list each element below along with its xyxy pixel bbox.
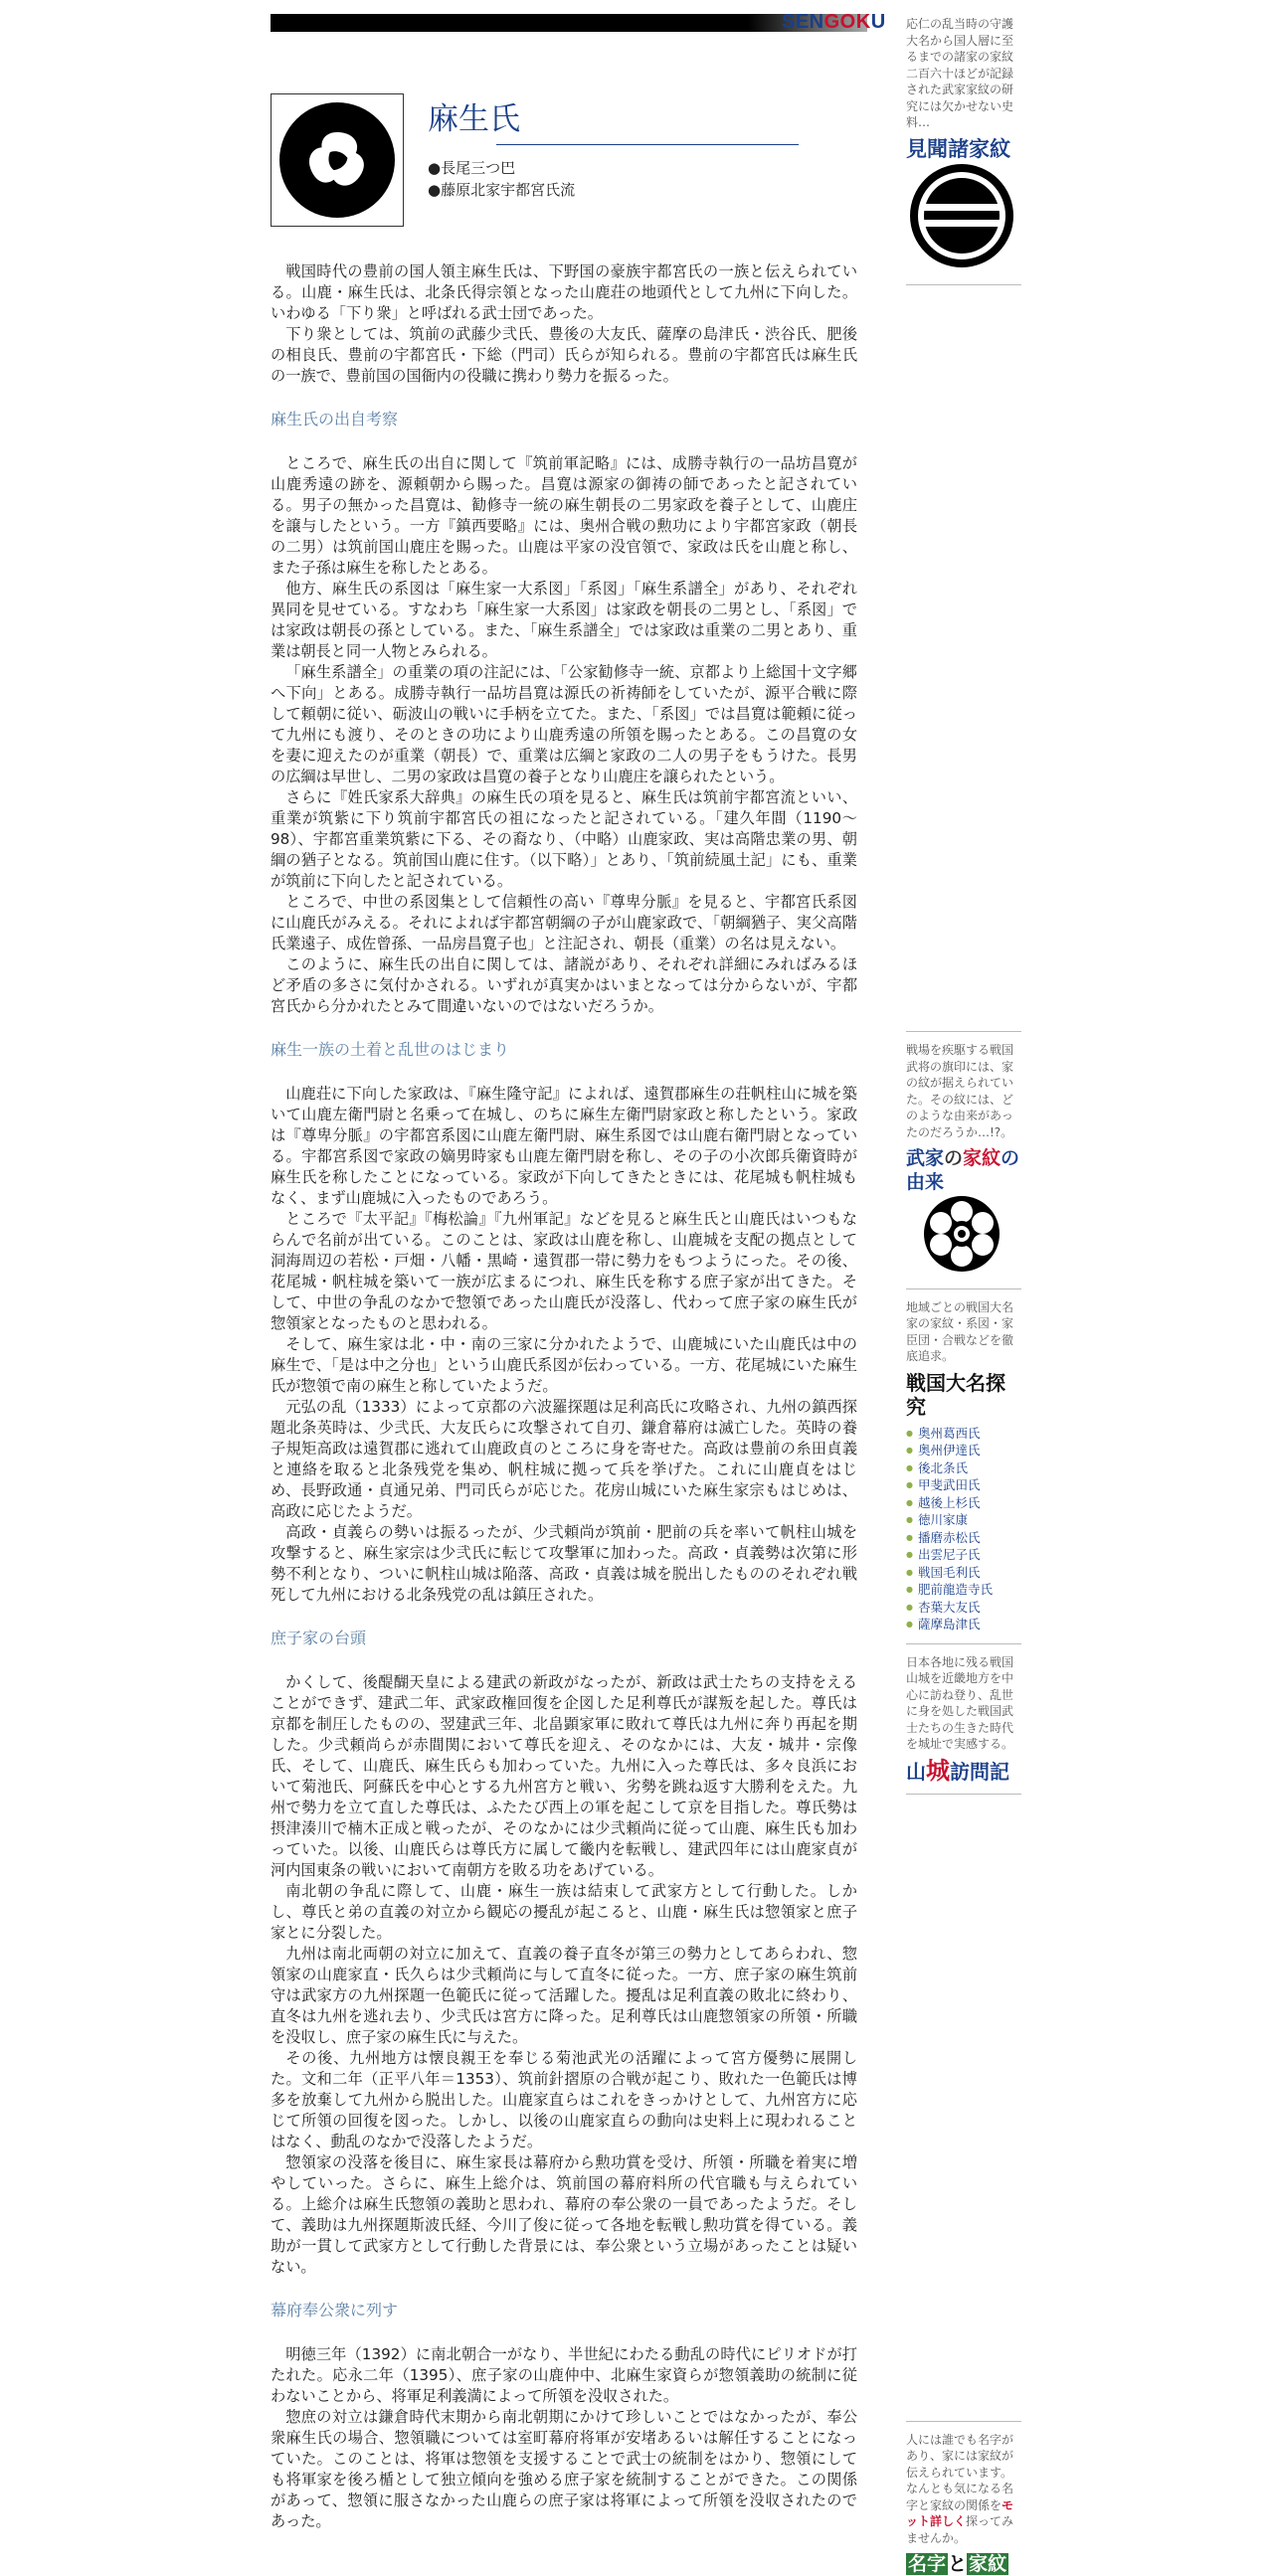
daimyo-link[interactable]: ● 奥州伊達氏 — [906, 1442, 1021, 1460]
paragraph: 他方、麻生氏の系図は「麻生家一大系図」「系図」「麻生系譜全」があり、それぞれ異同を見せている。すなわち「麻生家一大系図」は家政を朝長の二男とし、「系図」では家政は朝長の孫としている。また、「麻生系譜全」では家政は重業の二男とあり、重業は朝長と同一人物とみられる。 — [271, 579, 857, 662]
sidebar-blurb: 地域ごとの戦国大名家の家紋・系図・家臣団・合戦などを徹底追求。 — [906, 1299, 1021, 1365]
site-logo[interactable] — [782, 11, 886, 34]
sidebar-title — [906, 1759, 1021, 1784]
spacer — [906, 295, 1021, 1021]
lineage: ●藤原北家宇都宮氏流 — [428, 179, 575, 201]
clan-name: 麻生氏 — [428, 93, 520, 138]
sidebar-kamon-origin[interactable] — [906, 1042, 1021, 1279]
title-part: 家紋 — [967, 2553, 1008, 2575]
paragraph: ところで、中世の系図集として信頼性の高い『尊卑分脈』を見ると、宇都宮氏系図に山鹿氏がみえる。それによれば宇都宮朝綱の子が山鹿家政で、「朝綱猶子、実父高階氏業遠子、成佐曾孫、一品房昌寛子也」と注記され、朝長（重業）の名は見えない。 — [271, 892, 857, 954]
title-underline — [496, 144, 799, 145]
sidebar-myouji[interactable] — [906, 2432, 1021, 2576]
clan-info — [428, 157, 575, 201]
divider — [906, 1794, 1021, 1795]
sidebar-title: 戦国大名探究 — [906, 1371, 1021, 1419]
daimyo-link[interactable]: ● 甲斐武田氏 — [906, 1476, 1021, 1494]
sidebar-sengoku-daimyo[interactable] — [906, 1299, 1021, 1633]
section-heading: 麻生一族の土着と乱世のはじまり — [271, 1039, 857, 1060]
logo-text-3: U — [871, 11, 886, 33]
title-part: 山 — [906, 1760, 926, 1784]
divider — [906, 2421, 1021, 2422]
daimyo-link[interactable]: ● 播磨赤松氏 — [906, 1529, 1021, 1547]
section-heading: 麻生氏の出自考察 — [271, 409, 857, 429]
header-bar — [271, 14, 867, 32]
daimyo-link[interactable]: ● 徳川家康 — [906, 1511, 1021, 1529]
sidebar — [906, 16, 1021, 2576]
logo-text-2: GOK — [824, 11, 871, 33]
paragraph: そして、麻生家は北・中・南の三家に分かれたようで、山鹿城にいた山鹿氏は中の麻生で、「是は中之分也」という山鹿氏系図が伝わっている。一方、花尾城にいた麻生氏が惣領で南の麻生と称していたようだ。 — [271, 1334, 857, 1397]
blurb-part: 探ってみませんか。 — [906, 2514, 1013, 2545]
title-part: 家紋 — [963, 1147, 1001, 1169]
sidebar-blurb: 戦場を疾駆する戦国武将の旗印には、家の紋が据えられていた。その紋には、どのような由来があったのだろうか…!?。 — [906, 1042, 1021, 1140]
paragraph: ところで、麻生氏の出自に関して『筑前軍記略』には、成勝寺執行の一品坊昌寛が山鹿秀遠の跡を、源頼朝から賜った。昌寛は源家の御祷の師であったと記されている。男子の無かった昌寛は、勧修寺一統の麻生朝長の二男家政を養子として、山鹿庄を譲与したという。一方『鎮西要略』には、奥州合戦の勲功により宇都宮家政（朝長の二男）は筑前国山鹿庄を賜った。山鹿は平家の没官領で、家政は氏を山鹿と称し、また子孫は麻生を称したとある。 — [271, 453, 857, 579]
sidebar-kenmon[interactable] — [906, 16, 1021, 274]
paragraph: ところで『太平記』『梅松論』『九州軍記』などを見ると麻生氏と山鹿氏はいつもならんで名前が出ている。このことは、家政は山鹿を称し、山鹿城を支配の拠点として洞海周辺の若松・戸畑・八幡・黒崎・遠賀郡一帯に勢力をもつようにった。その後、花尾城・帆柱城を築いて一族が広まるにつれ、麻生氏を称する庶子家が出てきた。そして、中世の争乱のなかで惣領であった山鹿氏が没落し、代わって庶子家の麻生氏が惣領家となったものと思われる。 — [271, 1209, 857, 1334]
section-heading: 幕府奉公衆に列す — [271, 2300, 857, 2320]
paragraph: このように、麻生氏の出自に関しては、諸説があり、それぞれ詳細にみればみるほど矛盾の多さに気付かされる。いずれが真実かはいまとなっては分からないが、宇都宮氏から分かれたとみて間違いないのではないだろうか。 — [271, 954, 857, 1017]
sidebar-blurb: 日本各地に残る戦国山城を近畿地方を中心に訪ね登り、乱世に身を処した戦国武士たちの生きた時代を城址で実感する。 — [906, 1654, 1021, 1753]
paragraph: さらに『姓氏家系大辞典』の麻生氏の項を見ると、麻生氏は筑前宇都宮流といい、重業が筑紫に下り筑前宇都宮氏の祖になったと記されている。「建久年間（1190～98）、宇都宮重業筑紫に下る、その裔なり、（中略）山鹿家政、実は高階忠業の男、朝綱の猶子となる。筑前国山鹿に住す。（以下略）」とあり、「筑前続風土記」にも、重業が筑前に下向したと記されている。 — [271, 787, 857, 892]
clan-crest — [271, 93, 404, 227]
divider — [906, 1643, 1021, 1644]
paragraph: 元弘の乱（1333）によって京都の六波羅探題は足利高氏に攻略され、九州の鎮西探題北条英時は、少弐氏、大友氏らに攻撃されて自刃、鎌倉幕府は滅亡した。英時の養子規矩高政は遠賀郡に逃れて山鹿政貞のところに身を寄せた。高政は豊前の糸田貞義と連絡を取ると北条残党を集め、帆柱城に拠って兵を挙げた。これに山鹿貞をはじめ、長野政通・貞通兄弟、門司氏らが応じた。花房山城にいた麻生家宗もはじめは、高政に応じたようだ。 — [271, 1397, 857, 1522]
title-part: 武家 — [906, 1147, 944, 1169]
daimyo-link[interactable]: ● 肥前龍造寺氏 — [906, 1581, 1021, 1599]
title-part: 城 — [926, 1757, 950, 1785]
paragraph: 山鹿荘に下向した家政は、『麻生隆守記』によれば、遠賀郡麻生の荘帆柱山に城を築いて山鹿左衛門尉と名乗って在城し、のちに麻生左衛門尉家政と称したという。家政は『尊卑分脈』の宇都宮系図に山鹿左衛門尉、麻生系図では山鹿右衛門尉となっている。宇都宮系図で家政の嫡男時家も山鹿左衛門尉を称し、その子の小次郎兵衛資時が麻生氏を称したことになっている。家政が下向してきたときには、花尾城も帆柱城もなく、まず山鹿城に入ったものであろう。 — [271, 1084, 857, 1209]
sidebar-blurb: 応仁の乱当時の守護大名から国人層に至るまでの諸家の家紋 二百六十ほどが記録された武家家紋の研究には欠かせない史料… — [906, 16, 1021, 131]
title-part: 名字 — [906, 2553, 948, 2575]
daimyo-link[interactable]: ● 薩摩島津氏 — [906, 1616, 1021, 1633]
kamon-crest-icon — [906, 161, 1021, 270]
blurb-part: 人には誰でも名字があり、家には家紋が伝えられています。なんとも気になる名字と家紋の関係を — [906, 2433, 1013, 2512]
title-part: 訪問記 — [950, 1760, 1009, 1784]
paragraph: 惣庶の対立は鎌倉時代末期から南北朝期にかけて珍しいことではなかったが、奉公衆麻生氏の場合、惣領職については室町幕府将軍が安堵あるいは解任することになっていた。このことは、将軍は惣領を支援することで武士の統制をはかり、惣領にしても将軍家を後ろ楯として独立傾向を強める庶子家を統制することができた。この関係があって、惣領に服さなかった山鹿らの庶子家は将軍によって所領を没収されたのであった。 — [271, 2407, 857, 2532]
daimyo-list — [906, 1425, 1021, 1633]
intro-paragraph: 下り衆としては、筑前の武藤少弐氏、豊後の大友氏、薩摩の島津氏・渋谷氏、肥後の相良氏、豊前の宇都宮氏・下総（門司）氏らが知られる。豊前の宇都宮氏は麻生氏の一族で、豊前国の国衙内の役職に携わり勢力を振るった。 — [271, 324, 857, 387]
paragraph: 高政・貞義らの勢いは振るったが、少弐頼尚が筑前・肥前の兵を率いて帆柱山城を攻撃すると、麻生家宗は少弐氏に転じて攻撃軍に加わった。高政・貞義勢は次第に形勢不利となり、ついに帆柱山城は陥落、高政・貞義は城を脱出したもののそれぞれ戦死して九州における北条残党の乱は鎮圧された。 — [271, 1522, 857, 1606]
title-part: の由来 — [906, 1147, 1019, 1193]
divider — [906, 284, 1021, 285]
title-part: と — [948, 2553, 967, 2575]
divider — [906, 1288, 1021, 1289]
intro-paragraph: 戦国時代の豊前の国人領主麻生氏は、下野国の豪族宇都宮氏の一族と伝えられている。山鹿・麻生氏は、北条氏得宗領となった山鹿荘の地頭代として九州に下向した。いわゆる「下り衆」と呼ばれる武士団であった。 — [271, 261, 857, 324]
sidebar-title: 見聞諸家紋 — [906, 137, 1021, 161]
logo-text-1: SEN — [782, 11, 824, 33]
title-part: の — [944, 1147, 963, 1169]
paragraph: 南北朝の争乱に際して、山鹿・麻生一族は結束して武家方として行動した。しかし、尊氏と弟の直義の対立から観応の擾乱が起こると、山鹿・麻生氏は惣領家と庶子家とに分裂した。 — [271, 1881, 857, 1944]
paragraph: 「麻生系譜全」の重業の項の注記には、「公家勧修寺一統、京都より上総国十文字郷へ下向」とある。成勝寺執行一品坊昌寛は源氏の祈祷師をしていたが、源平合戦に際して頼朝に従い、砺波山の戦いに手柄を立てた。また、「系図」では昌寛は範頼に従って九州にも渡り、そのときの功により山鹿秀遠の所領を賜ったとある。この昌寛の女を妻に迎えたのが重業（朝長）で、重業は広綱と家政の二人の男子をもうけた。長男の広綱は早世し、二男の家政は昌寛の養子となり山鹿庄を譲られたという。 — [271, 662, 857, 787]
divider — [906, 1031, 1021, 1032]
spacer — [906, 1804, 1021, 2411]
mitsudomoe-crest-icon — [272, 94, 403, 226]
sidebar-title — [906, 2552, 1021, 2576]
mokko-crest-icon — [906, 1194, 1021, 1274]
crest-name: ●長尾三つ巴 — [428, 157, 575, 179]
paragraph: 惣領家の没落を後目に、麻生家長は幕府から勲功賞を受け、所領・所職を着実に増やしていった。さらに、麻生上総介は、筑前国の幕府料所の代官職も与えられている。上総介は麻生氏惣領の義助と思われ、幕府の奉公衆の一員であったようだ。そして、義助は九州探題斯波氏経、今川了俊に従って各地を転戦し勲功賞を得ている。義助が一貫して武家方として行動した背景には、奉公衆という立場があったことは疑いない。 — [271, 2152, 857, 2278]
daimyo-link[interactable]: ● 後北条氏 — [906, 1460, 1021, 1477]
daimyo-link[interactable]: ● 出雲尼子氏 — [906, 1546, 1021, 1564]
sidebar-title — [906, 1146, 1021, 1194]
daimyo-link[interactable]: ● 奥州葛西氏 — [906, 1425, 1021, 1443]
sidebar-blurb — [906, 2432, 1021, 2547]
paragraph: 明徳三年（1392）に南北朝合一がなり、半世紀にわたる動乱の時代にピリオドが打たれた。応永二年（1395）、庶子家の山鹿仲中、北麻生家資らが惣領義助の統制に従わないことから、将軍足利義満によって所領を没収された。 — [271, 2344, 857, 2407]
section-heading: 庶子家の台頭 — [271, 1628, 857, 1648]
paragraph: 九州は南北両朝の対立に加えて、直義の養子直冬が第三の勢力としてあらわれ、惣領家の山鹿家直・氏久らは少弐頼尚に与して直冬に従った。一方、庶子家の麻生筑前守は武家方の九州探題一色範氏に従って活躍した。擾乱は足利直義の敗北に終わり、直冬は九州を逃れ去り、少弐氏は宮方に降った。足利尊氏は山鹿惣領家の所領・所職を没収し、庶子家の麻生氏に与えた。 — [271, 1944, 857, 2048]
daimyo-link[interactable]: ● 越後上杉氏 — [906, 1494, 1021, 1512]
article-body — [271, 261, 857, 2532]
daimyo-link[interactable]: ● 戦国毛利氏 — [906, 1564, 1021, 1582]
paragraph: その後、九州地方は懐良親王を奉じる菊池武光の活躍によって宮方優勢に展開した。文和二年（正平八年＝1353）、筑前針摺原の合戦が起こり、敗れた一色範氏は博多を放棄して九州から脱出した。山鹿家直らはこれをきっかけとして、九州宮方に応じて所領の回復を図った。しかし、以後の山鹿家直らの動向は史料上に現われることはなく、動乱のなかで没落したようだ。 — [271, 2048, 857, 2152]
sidebar-yamashiro[interactable] — [906, 1654, 1021, 1784]
blurb-highlight: モット詳しく — [906, 2498, 1013, 2529]
paragraph: かくして、後醍醐天皇による建武の新政がなったが、新政は武士たちの支持をえることができず、建武二年、武家政権回復を企図した足利尊氏が謀叛を起した。尊氏は京都を制圧したものの、翌建武三年、北畠顕家軍に敗れて尊氏は九州に奔り再起を期した。少弐頼尚らが赤間関において尊氏を迎え、そのなかには、大友・城井・宗像氏、そして、山鹿氏、麻生氏らも加わっていた。九州に入った尊氏は、多々良浜において菊池氏、阿蘇氏を中心とする九州宮方と戦い、劣勢を跳ね返す大勝利をえた。九州で勢力を立て直した尊氏は、ふたたび西上の軍を起こして京を目指した。尊氏勢は摂津湊川で楠木正成と戦ったが、そのなかには少弐頼尚に従って山鹿、麻生氏も加わっていた。以後、山鹿氏らは尊氏方に属して畿内を転戦し、建武四年には山鹿家貞が河内国東条の戦いにおいて南朝方を敗る功をあげている。 — [271, 1672, 857, 1881]
daimyo-link[interactable]: ● 杏葉大友氏 — [906, 1599, 1021, 1617]
